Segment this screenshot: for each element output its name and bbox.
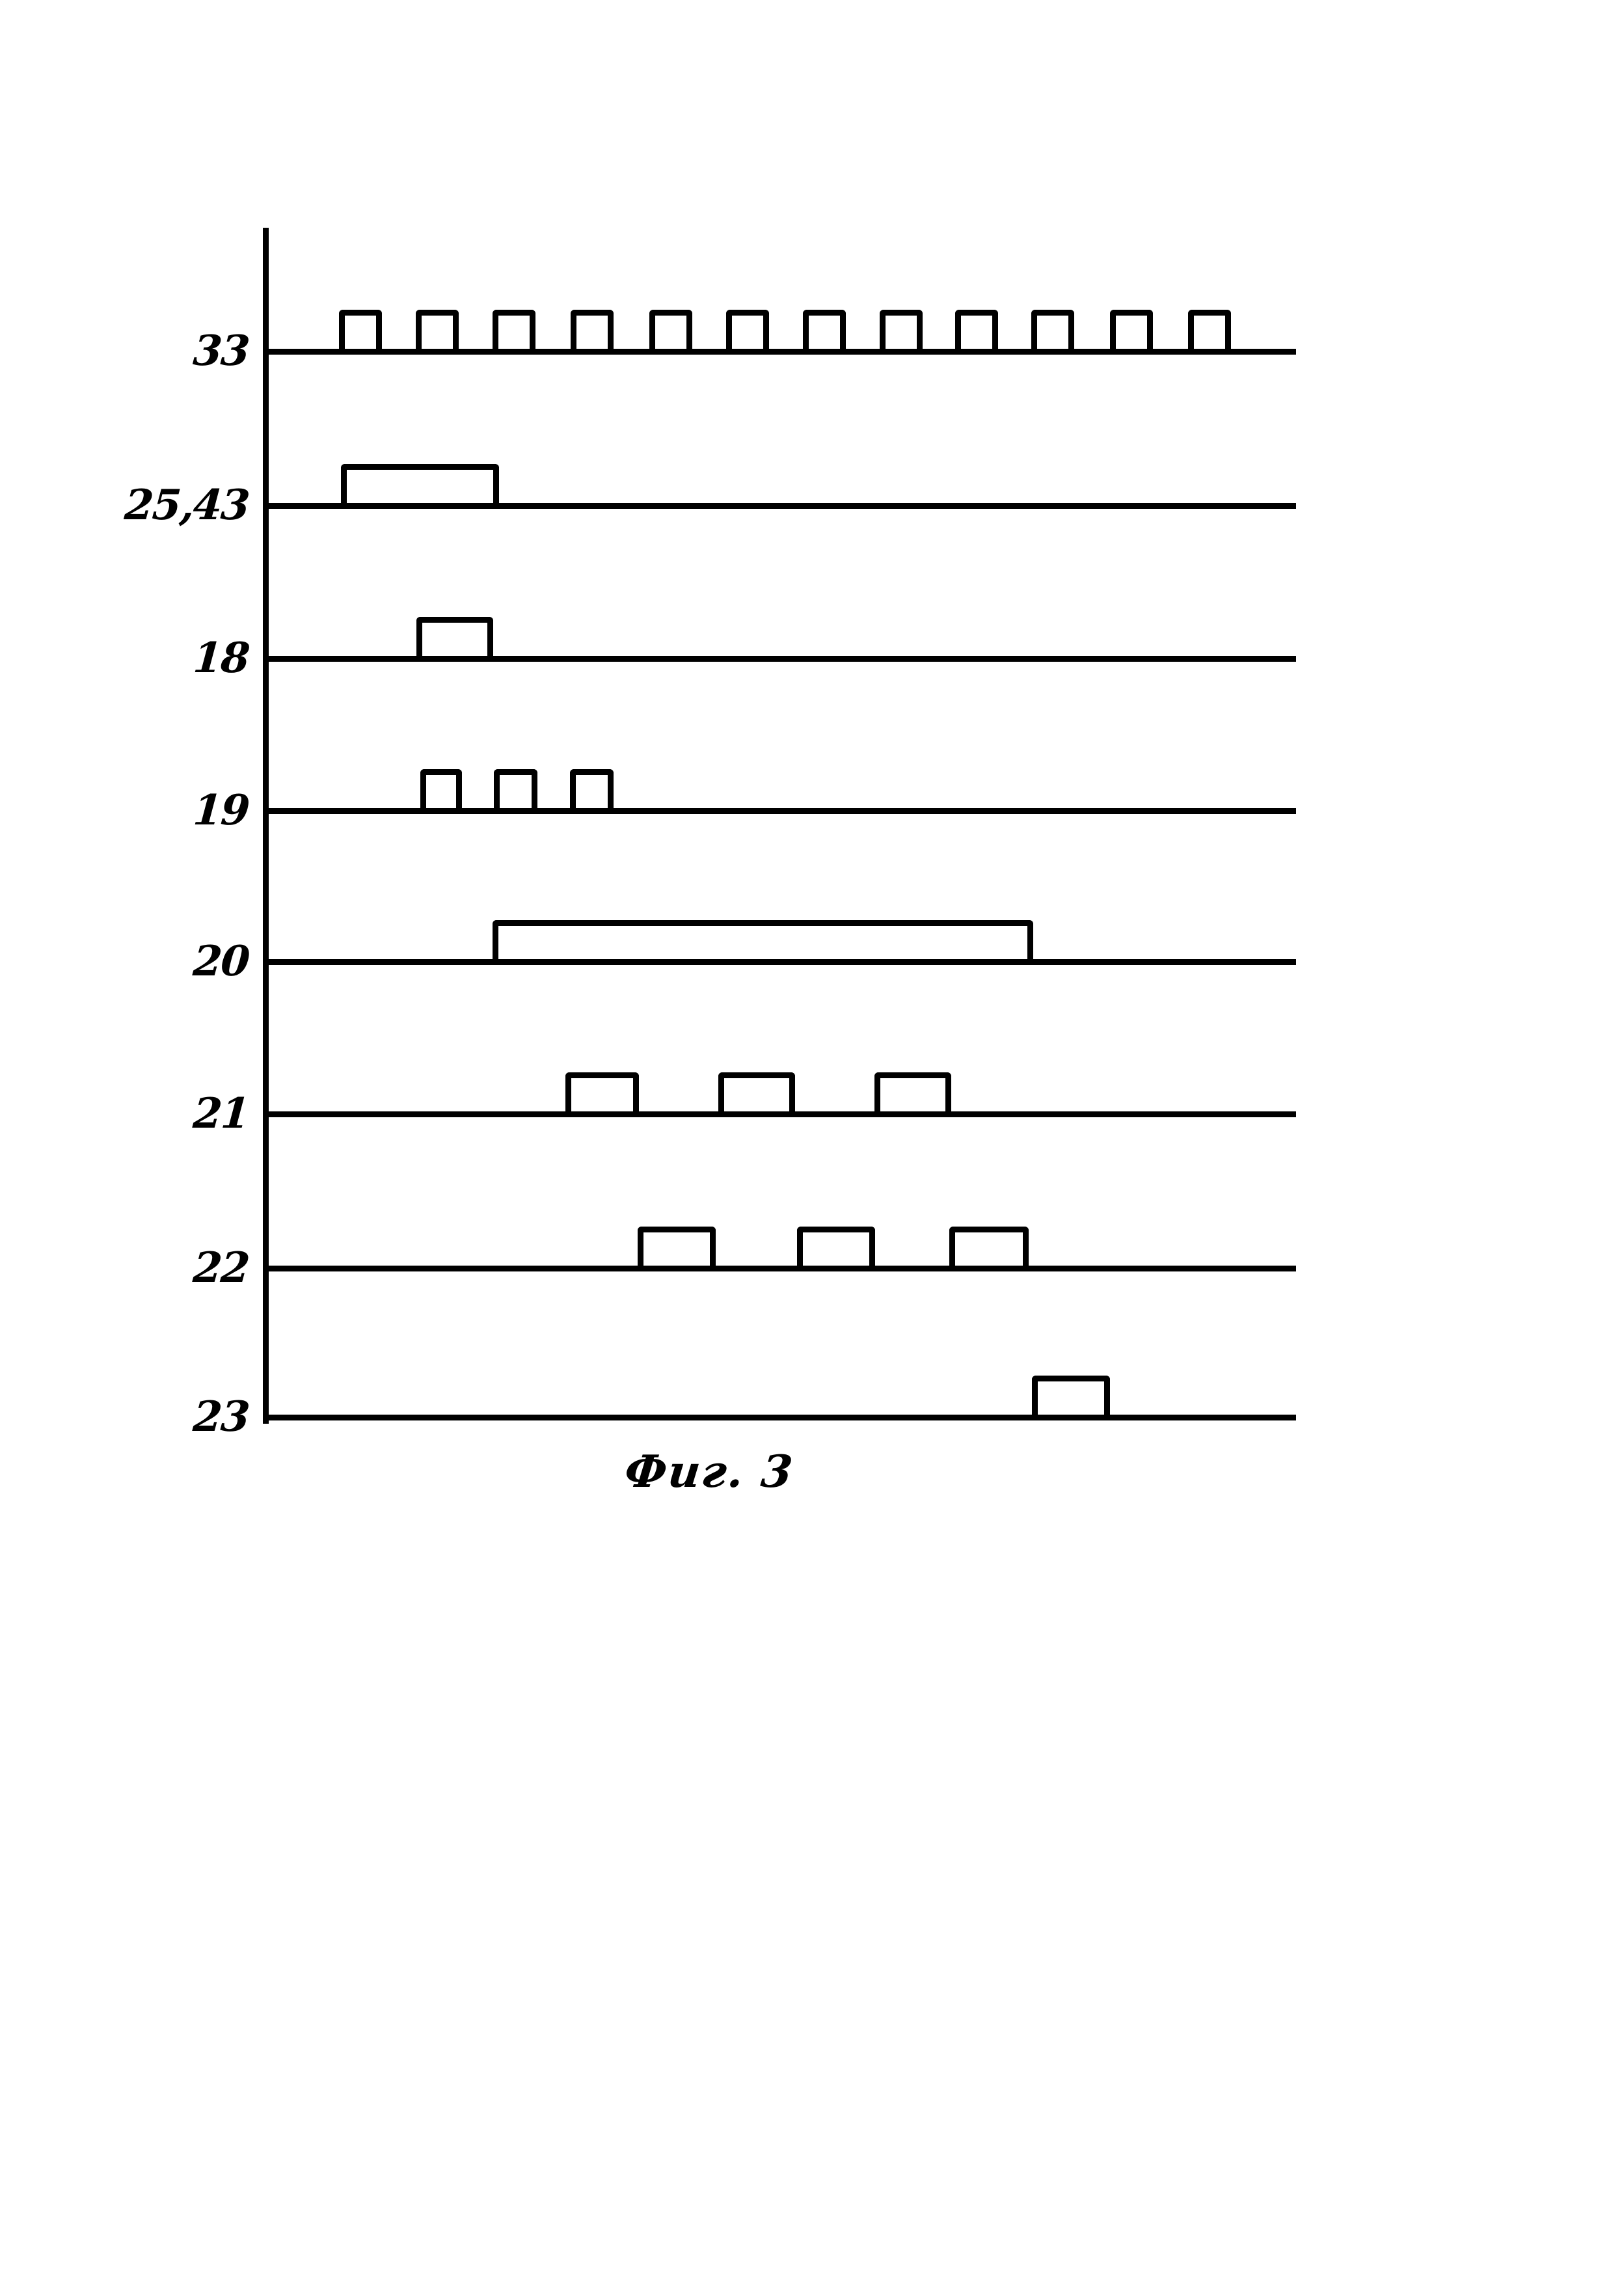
signal-pulse	[571, 310, 614, 354]
signal-label: 25,43	[123, 481, 250, 530]
signal-pulse	[718, 1072, 795, 1117]
figure-caption: Фиг. 3	[622, 1446, 796, 1498]
signal-pulse	[341, 464, 499, 508]
signal-pulse	[565, 1072, 639, 1117]
signal-pulse	[803, 310, 846, 354]
signal-pulse	[949, 1227, 1029, 1271]
signal-baseline	[265, 1266, 1296, 1271]
signal-pulse	[416, 617, 493, 661]
signal-pulse	[494, 769, 537, 813]
signal-pulse	[1188, 310, 1231, 354]
signal-pulse	[416, 310, 459, 354]
signal-pulse	[649, 310, 692, 354]
signal-label: 23	[191, 1392, 250, 1441]
signal-pulse	[493, 310, 535, 354]
signal-label: 21	[191, 1089, 250, 1138]
signal-pulse	[880, 310, 923, 354]
signal-pulse	[1110, 310, 1153, 354]
signal-label: 19	[191, 786, 250, 835]
signal-pulse	[570, 769, 614, 813]
signal-pulse	[339, 310, 382, 354]
signal-pulse	[955, 310, 998, 354]
signal-pulse	[874, 1072, 951, 1117]
signal-pulse	[493, 920, 1033, 964]
signal-pulse	[726, 310, 769, 354]
signal-label: 33	[191, 327, 250, 375]
signal-label: 20	[191, 937, 250, 986]
signal-label: 18	[191, 634, 250, 683]
signal-pulse	[1032, 1376, 1110, 1420]
signal-pulse	[638, 1227, 716, 1271]
signal-pulse	[797, 1227, 875, 1271]
signal-label: 22	[191, 1243, 250, 1292]
signal-baseline	[265, 1415, 1296, 1420]
signal-pulse	[420, 769, 462, 813]
vertical-axis-line	[263, 228, 269, 1424]
signal-pulse	[1031, 310, 1074, 354]
